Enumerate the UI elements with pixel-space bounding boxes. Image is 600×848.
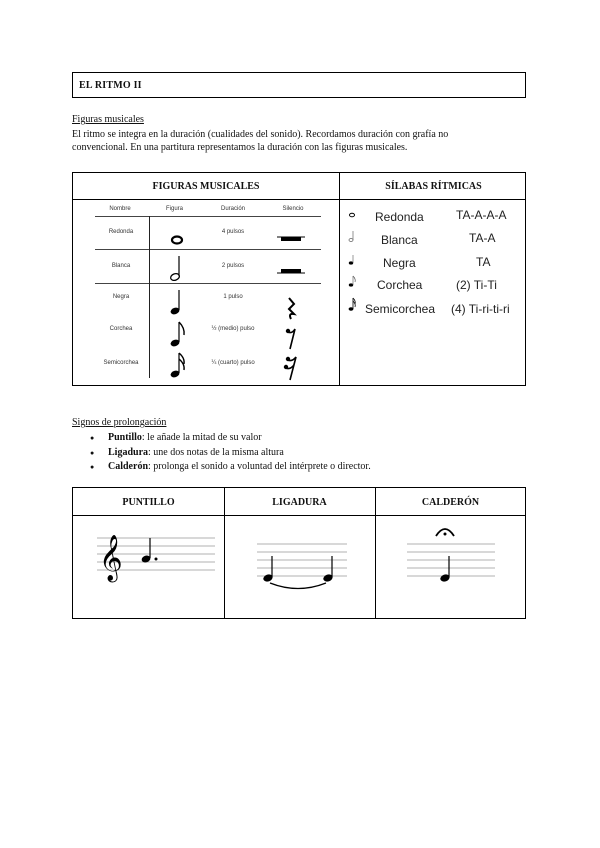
rest-symbols xyxy=(271,216,316,381)
figuras-paragraph-line2: convencional. En una partitura representamos la duración con las figuras musicales. xyxy=(72,142,408,153)
eighth-rest-icon xyxy=(286,329,295,349)
prolongacion-table xyxy=(72,487,526,619)
list-item: ● Calderón: prolonga el sonido a voluntad del intérprete o director. xyxy=(90,460,371,475)
syllable-redonda: TA-A-A-A xyxy=(456,208,507,222)
dotted-note-icon xyxy=(141,538,158,564)
whole-rest-icon xyxy=(277,237,305,241)
half-note-icon xyxy=(170,256,181,282)
list-item: ● Ligadura: une dos notas de la misma altura xyxy=(90,446,371,461)
syllable-name-blanca: Blanca xyxy=(381,233,418,247)
row-duration-redonda: 4 pulsos xyxy=(221,229,245,235)
quarter-note-icon xyxy=(170,290,181,316)
row-duration-negra: 1 pulso xyxy=(223,294,243,300)
header-puntillo: PUNTILLO xyxy=(122,497,175,508)
header-calderon: CALDERÓN xyxy=(421,497,480,508)
syllable-negra: TA xyxy=(476,255,491,269)
half-rest-icon xyxy=(277,269,305,273)
figure-notes xyxy=(155,216,200,381)
list-item: ● Puntillo: le añade la mitad de su valor xyxy=(90,431,371,446)
figuras-heading: Figuras musicales xyxy=(72,114,144,125)
calderon-staff xyxy=(407,524,495,586)
quarter-rest-icon xyxy=(289,298,294,319)
header-ligadura: LIGADURA xyxy=(272,497,327,508)
col-duracion: Duración xyxy=(220,206,245,212)
eighth-note-icon xyxy=(170,322,184,348)
row-name-redonda: Redonda xyxy=(108,229,134,235)
prolongacion-heading: Signos de prolongación xyxy=(72,417,167,428)
row-name-blanca: Blanca xyxy=(111,263,131,269)
col-figura: Figura xyxy=(165,206,183,212)
syllable-semicorchea: (4) Ti-ri-ti-ri xyxy=(451,302,510,316)
sixteenth-rest-icon xyxy=(284,357,296,380)
figuras-table xyxy=(72,172,526,386)
small-eighth-note-icon xyxy=(349,276,355,287)
figuras-paragraph-line1: El ritmo se integra en la duración (cualidades del sonido). Recordamos duración con grafía no xyxy=(72,129,449,140)
col-silencio: Silencio xyxy=(282,206,304,212)
syllable-small-notes xyxy=(346,205,362,315)
header-figuras-musicales: FIGURAS MUSICALES xyxy=(152,181,260,192)
header-silabas-ritmicas: SÍLABAS RÍTMICAS xyxy=(385,181,482,192)
row-name-negra: Negra xyxy=(112,294,130,300)
puntillo-staff xyxy=(97,526,215,584)
whole-note-icon xyxy=(172,237,182,244)
tied-notes-icon xyxy=(262,556,333,589)
syllable-name-semicorchea: Semicorchea xyxy=(365,302,436,316)
small-sixteenth-note-icon xyxy=(349,298,356,311)
fermata-icon xyxy=(436,529,454,536)
figuras-paragraph xyxy=(72,128,532,154)
page-title: EL RITMO II xyxy=(72,72,526,98)
syllable-name-redonda: Redonda xyxy=(375,210,424,224)
syllable-blanca: TA-A xyxy=(469,231,496,245)
row-name-corchea: Corchea xyxy=(109,326,133,332)
sixteenth-note-icon xyxy=(170,353,184,379)
ligadura-staff xyxy=(257,540,347,592)
row-duration-blanca: 2 pulsos xyxy=(221,263,245,269)
small-quarter-note-icon xyxy=(349,255,353,265)
syllable-name-negra: Negra xyxy=(383,256,416,270)
small-whole-note-icon xyxy=(350,213,355,217)
row-duration-corchea: ½ (medio) pulso xyxy=(211,326,255,332)
prolongacion-list xyxy=(90,431,371,475)
small-half-note-icon xyxy=(349,231,353,242)
syllable-name-corchea: Corchea xyxy=(377,278,423,292)
col-nombre: Nombre xyxy=(109,206,131,212)
row-duration-semicorchea: ¼ (cuarto) pulso xyxy=(211,360,255,366)
row-name-semicorchea: Semicorchea xyxy=(103,360,139,366)
syllable-corchea: (2) Ti-Ti xyxy=(456,278,497,292)
treble-clef-icon: 𝄞 xyxy=(99,535,123,581)
